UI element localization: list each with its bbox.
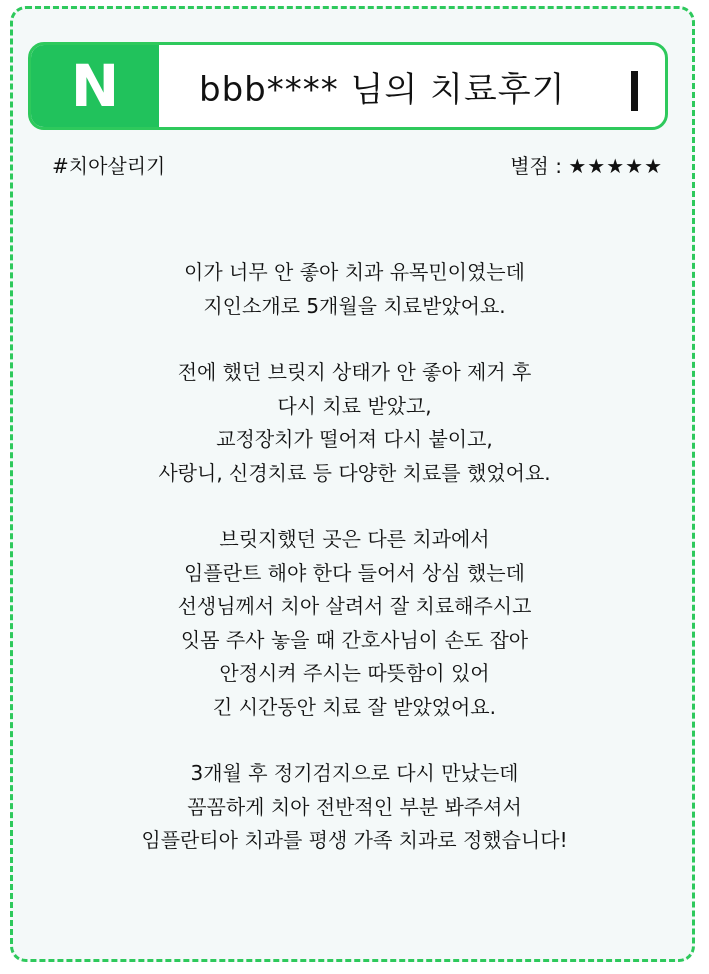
- rating: [510, 150, 663, 179]
- review-title: bbb**** 님의 치료후기: [199, 69, 566, 110]
- rating-stars-icon: ★★★★★: [568, 154, 663, 178]
- review-line: 3개월 후 정기검지으로 다시 만났는데: [190, 761, 519, 785]
- review-line: 지인소개로 5개월을 치료받았어요.: [203, 293, 506, 318]
- review-line: 선생님께서 치아 살려서 잘 치료해주시고: [177, 594, 532, 618]
- review-paragraph: [20, 256, 689, 323]
- review-paragraph: [20, 757, 689, 858]
- naver-logo-icon: N: [31, 45, 159, 127]
- review-line: 긴 시간동안 치료 잘 받았었어요.: [213, 694, 496, 719]
- review-paragraph: [20, 356, 689, 490]
- review-header: [28, 42, 668, 130]
- review-line: 이가 너무 안 좋아 치과 유목민이였는데: [184, 260, 525, 284]
- text-cursor-icon: [631, 71, 638, 111]
- review-body: [20, 256, 689, 891]
- review-line: 사랑니, 신경치료 등 다양한 치료를 했었어요.: [158, 460, 551, 485]
- review-line: 임플란트 해야 한다 들어서 상심 했는데: [184, 560, 525, 585]
- review-paragraph: [20, 523, 689, 724]
- review-line: 꼼꼼하게 치아 전반적인 부분 봐주셔서: [187, 794, 522, 819]
- review-line: 안정시켜 주시는 따뜻함이 있어: [219, 661, 490, 685]
- review-line: 브릿지했던 곳은 다른 치과에서: [219, 527, 490, 551]
- review-line: 잇몸 주사 놓을 때 간호사님이 손도 잡아: [180, 627, 529, 652]
- review-line: 전에 했던 브릿지 상태가 안 좋아 제거 후: [177, 360, 532, 384]
- hashtag: #치아살리기: [52, 154, 166, 178]
- review-line: 교정장치가 떨어져 다시 붙이고,: [216, 427, 493, 451]
- review-line: 임플란티아 치과를 평생 가족 치과로 정했습니다!: [141, 828, 568, 852]
- rating-label: 별점 :: [510, 154, 562, 178]
- review-line: 다시 치료 받았고,: [277, 393, 432, 418]
